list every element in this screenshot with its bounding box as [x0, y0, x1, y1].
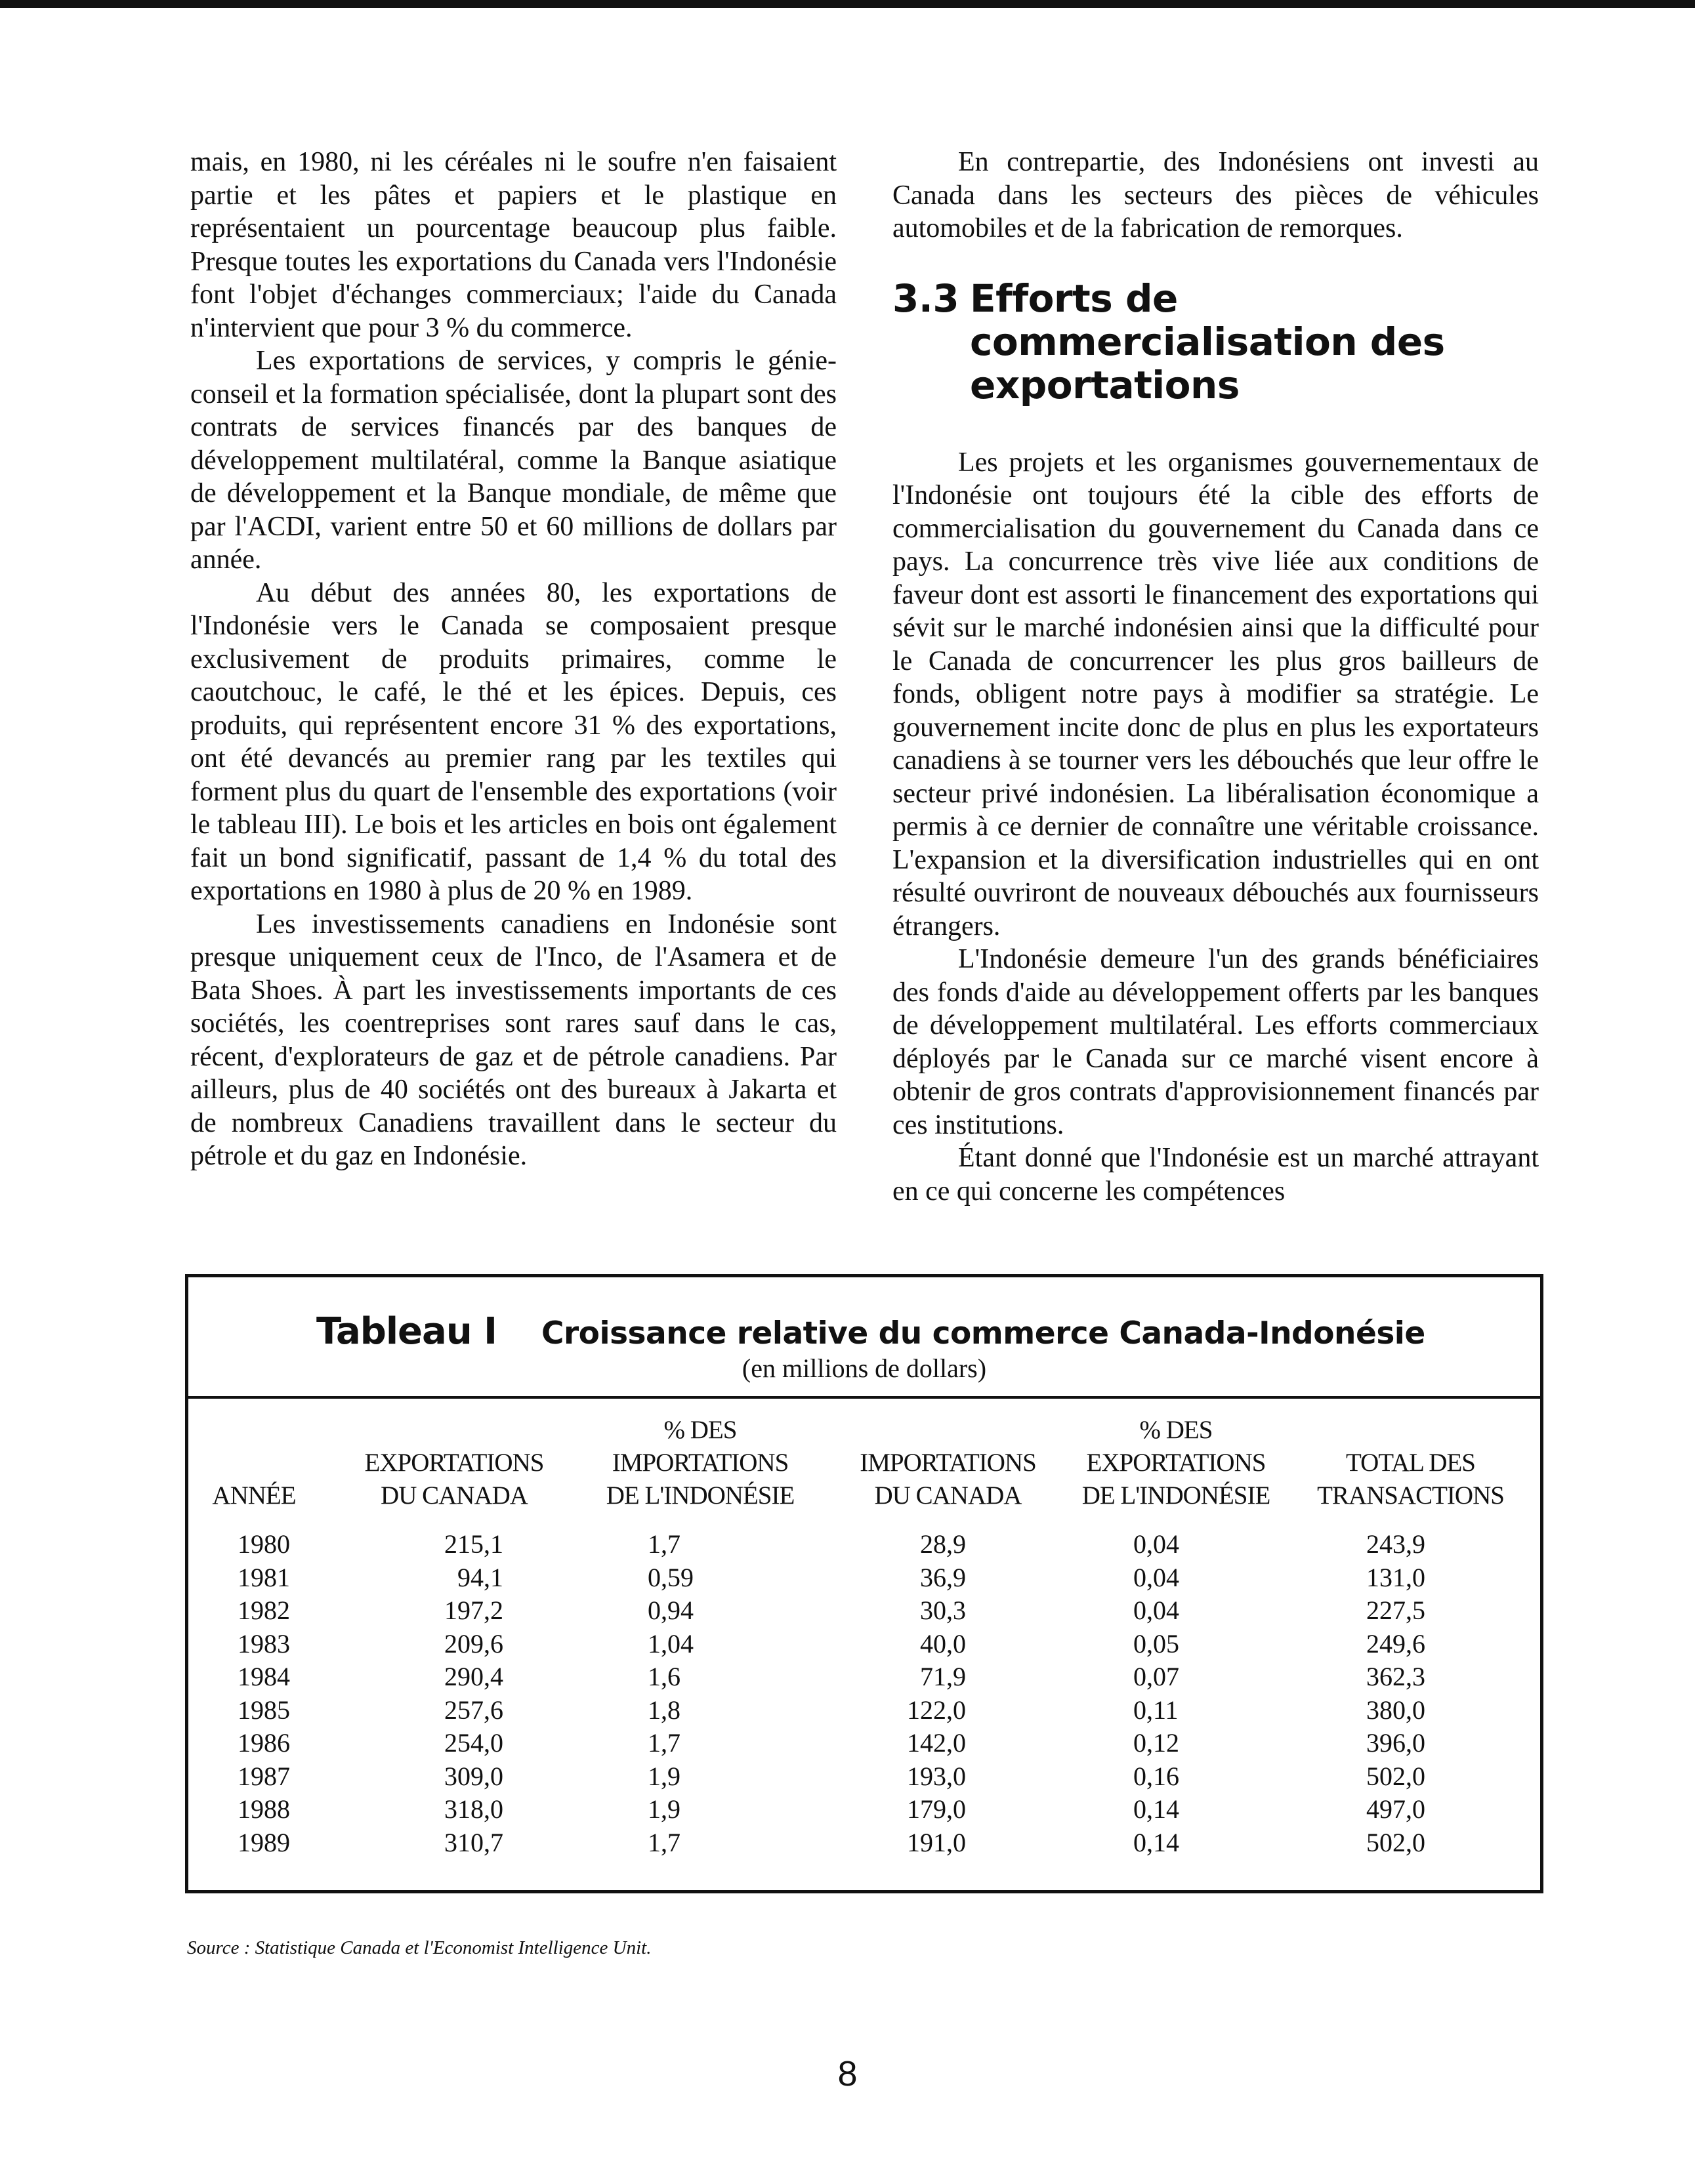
- cell-pct-indonesia-exports: 0,16: [1133, 1761, 1179, 1791]
- cell-pct-indonesia-exports: 0,11: [1133, 1695, 1179, 1725]
- cell-year: 1984: [238, 1662, 290, 1691]
- cell-pct-indonesia-exports: 0,12: [1133, 1728, 1179, 1758]
- table-row: [188, 1660, 1540, 1694]
- cell-year: 1987: [238, 1761, 290, 1791]
- cell-total-transactions: 362,3: [1366, 1662, 1425, 1691]
- left-paragraph-2: Les exportations de services, y compris le génie-conseil et la formation spécialisée, dont la plupart sont des contrats de services financés par des banques de développement multilatéral, comme la Banque asiatique de développement et la Banque mondiale, de même que par l'ACDI, varient entre 50 et 60 millions de dollars par année.: [190, 346, 837, 575]
- top-border-line: [0, 0, 1695, 8]
- cell-year: 1988: [238, 1794, 290, 1824]
- left-paragraph-1: mais, en 1980, ni les céréales ni le soufre n'en faisaient partie et les pâtes et papiers et le plastique en représentaient un pourcentage beaucoup plus faible. Presque toutes les exportations du Canada vers l'Indonésie font l'objet d'échanges commerciaux; l'aide du Canada n'intervient que pour 3 % du commerce.: [190, 147, 837, 343]
- cell-canada-imports: 142,0: [907, 1728, 966, 1758]
- right-paragraph-1: En contrepartie, des Indonésiens ont investi au Canada dans les secteurs des pièces de véhicules automobiles et de la fabrication de remorques.: [892, 147, 1539, 243]
- cell-year: 1983: [238, 1628, 290, 1659]
- cell-canada-imports: 71,9: [920, 1662, 966, 1691]
- cell-canada-imports: 36,9: [920, 1562, 966, 1592]
- cell-canada-imports: 179,0: [907, 1794, 966, 1824]
- cell-canada-imports: 191,0: [907, 1827, 966, 1857]
- cell-canada-imports: 28,9: [920, 1529, 966, 1559]
- cell-pct-indonesia-imports: 1,7: [648, 1728, 680, 1758]
- cell-pct-indonesia-exports: 0,04: [1133, 1562, 1179, 1592]
- cell-total-transactions: 243,9: [1366, 1529, 1425, 1559]
- cell-pct-indonesia-imports: 1,7: [648, 1827, 680, 1857]
- right-text-column: [892, 146, 1539, 1208]
- cell-canada-exports: 318,0: [444, 1794, 503, 1824]
- cell-canada-exports: 197,2: [444, 1596, 503, 1625]
- cell-pct-indonesia-exports: 0,04: [1133, 1596, 1179, 1625]
- table-row: [188, 1826, 1540, 1860]
- section-heading-text: Efforts de commercialisation des exportations: [970, 276, 1445, 407]
- table-title-band: [188, 1277, 1540, 1399]
- cell-canada-exports: 254,0: [444, 1728, 503, 1758]
- cell-total-transactions: 502,0: [1366, 1761, 1425, 1791]
- cell-total-transactions: 502,0: [1366, 1827, 1425, 1857]
- cell-canada-imports: 193,0: [907, 1761, 966, 1791]
- left-paragraph-3: Au début des années 80, les exportations de l'Indonésie vers le Canada se composaient presque exclusivement de produits primaires, comme le caoutchouc, le café, le thé et les épices. Depuis, ces produits, qui représentent encore 31 % des exportations, ont été devancés au premier rang par les textiles qui forment plus du quart de l'ensemble des exportations (voir le tableau III). Le bois et les articles en bois ont également fait un bond significatif, passant de 1,4 % du total des exportations en 1980 à plus de 20 % en 1989.: [190, 577, 837, 906]
- cell-total-transactions: 497,0: [1366, 1794, 1425, 1824]
- cell-canada-exports: 209,6: [444, 1628, 503, 1659]
- header-canada-exports: EXPORTATIONS DU CANADA: [364, 1449, 544, 1510]
- right-paragraph-2: Les projets et les organismes gouvernementaux de l'Indonésie ont toujours été la cible des efforts de commercialisation du gouvernement du Canada dans ce pays. La concurrence très vive liée aux conditions de faveur dont est assorti le financement des exportations qui sévit sur le marché indonésien ainsi que la difficulté pour le Canada de concurrencer les plus gros bailleurs de fonds, obligent notre pays à modifier sa stratégie. Le gouvernement incite donc de plus en plus les exportateurs canadiens à se tourner vers les débouchés que leur offre le secteur privé indonésien. La libéralisation économique a permis à ce dernier de connaître une véritable croissance. L'expansion et la diversification industrielles qui en ont résulté ouvriront de nouveaux débouchés aux fournisseurs étrangers.: [892, 447, 1539, 941]
- header-pct-indonesia-exports: % DES EXPORTATIONS DE L'INDONÉSIE: [1081, 1416, 1270, 1510]
- table-row: [188, 1561, 1540, 1595]
- left-text-column: [190, 146, 837, 1173]
- header-total-transactions: TOTAL DES TRANSACTIONS: [1317, 1449, 1504, 1510]
- cell-total-transactions: 131,0: [1366, 1562, 1425, 1592]
- cell-canada-exports: 310,7: [444, 1827, 503, 1857]
- table-row: [188, 1594, 1540, 1628]
- right-paragraph-3: L'Indonésie demeure l'un des grands bénéficiaires des fonds d'aide au développement offerts par les banques de développement multilatéral. Les efforts commerciaux déployés par le Canada sur ce marché visent encore à obtenir de gros contrats d'approvisionnement financés par ces institutions.: [892, 944, 1539, 1140]
- cell-pct-indonesia-imports: 1,6: [648, 1662, 680, 1691]
- cell-pct-indonesia-imports: 1,04: [648, 1628, 694, 1659]
- cell-year: 1989: [238, 1827, 290, 1857]
- cell-canada-exports: 290,4: [444, 1662, 503, 1691]
- section-heading: [892, 277, 1539, 407]
- cell-pct-indonesia-imports: 1,9: [648, 1794, 680, 1824]
- cell-year: 1982: [238, 1596, 290, 1625]
- cell-pct-indonesia-imports: 1,8: [648, 1695, 680, 1725]
- cell-year: 1980: [238, 1529, 290, 1559]
- header-year: ANNÉE: [212, 1481, 296, 1510]
- table-title: Croissance relative du commerce Canada-Indonésie: [541, 1315, 1425, 1351]
- table-row: [188, 1694, 1540, 1727]
- page-number: 8: [837, 2054, 858, 2093]
- table-row: [188, 1760, 1540, 1794]
- table-row: [188, 1793, 1540, 1826]
- cell-pct-indonesia-imports: 1,9: [648, 1761, 680, 1791]
- cell-pct-indonesia-exports: 0,14: [1133, 1827, 1179, 1857]
- cell-canada-imports: 30,3: [920, 1596, 966, 1625]
- table-subtitle: (en millions de dollars): [742, 1353, 987, 1383]
- cell-total-transactions: 249,6: [1366, 1628, 1425, 1659]
- table-row: [188, 1727, 1540, 1760]
- table-row: [188, 1628, 1540, 1661]
- cell-pct-indonesia-exports: 0,07: [1133, 1662, 1179, 1691]
- table-row: [188, 1528, 1540, 1561]
- cell-total-transactions: 396,0: [1366, 1728, 1425, 1758]
- cell-pct-indonesia-imports: 0,94: [648, 1596, 694, 1625]
- right-paragraph-4: Étant donné que l'Indonésie est un marché attrayant en ce qui concerne les compétences: [892, 1143, 1539, 1206]
- left-paragraph-4: Les investissements canadiens en Indonésie sont presque uniquement ceux de l'Inco, de l'Asamera et de Bata Shoes. À part les investissements importants de ces sociétés, les coentreprises sont rares sauf dans le cas, récent, d'explorateurs de gaz et de pétrole canadiens. Par ailleurs, plus de 40 sociétés ont des bureaux à Jakarta et de nombreux Canadiens travaillent dans le secteur du pétrole et du gaz en Indonésie.: [190, 909, 837, 1171]
- cell-canada-exports: 309,0: [444, 1761, 503, 1791]
- cell-pct-indonesia-exports: 0,14: [1133, 1794, 1179, 1824]
- header-canada-imports: IMPORTATIONS DU CANADA: [860, 1449, 1036, 1510]
- table-label: Tableau I: [316, 1310, 497, 1353]
- cell-year: 1981: [238, 1562, 290, 1592]
- data-table: [185, 1274, 1543, 1893]
- cell-canada-imports: 40,0: [920, 1628, 966, 1659]
- cell-pct-indonesia-imports: 1,7: [648, 1529, 680, 1559]
- cell-year: 1985: [238, 1695, 290, 1725]
- cell-canada-exports: 215,1: [444, 1529, 503, 1559]
- cell-canada-imports: 122,0: [907, 1695, 966, 1725]
- header-pct-indonesia-imports: % DES IMPORTATIONS DE L'INDONÉSIE: [606, 1416, 795, 1510]
- cell-pct-indonesia-exports: 0,04: [1133, 1529, 1179, 1559]
- cell-year: 1986: [238, 1728, 290, 1758]
- section-heading-number: 3.3: [892, 276, 959, 321]
- table-header-row: [188, 1414, 1540, 1512]
- cell-total-transactions: 227,5: [1366, 1596, 1425, 1625]
- table-source-note: Source : Statistique Canada et l'Economist Intelligence Unit.: [187, 1937, 652, 1958]
- cell-canada-exports: 94,1: [457, 1562, 503, 1592]
- cell-pct-indonesia-imports: 0,59: [648, 1562, 694, 1592]
- cell-pct-indonesia-exports: 0,05: [1133, 1628, 1179, 1659]
- cell-canada-exports: 257,6: [444, 1695, 503, 1725]
- table-body: [188, 1528, 1540, 1859]
- cell-total-transactions: 380,0: [1366, 1695, 1425, 1725]
